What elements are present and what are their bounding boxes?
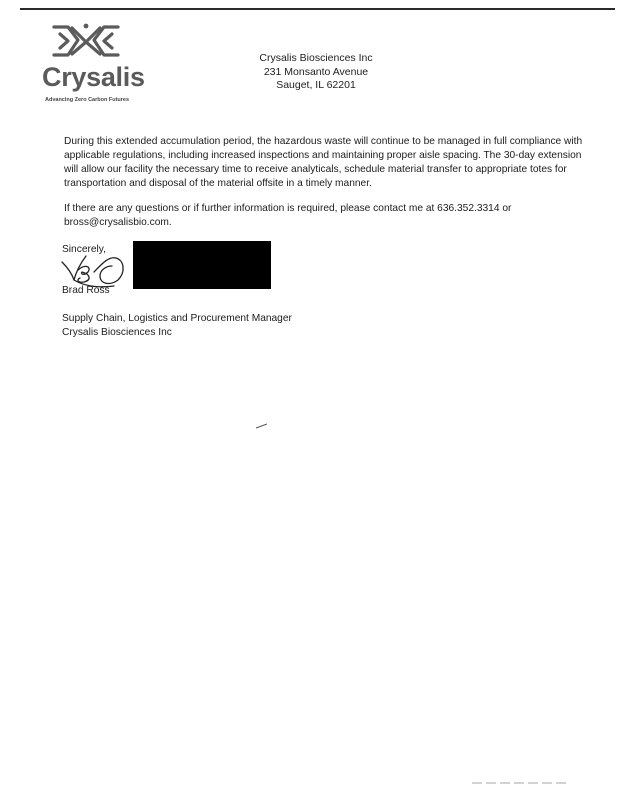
signer-title: Supply Chain, Logistics and Procurement Manager [62,313,292,324]
crysalis-logo-icon [50,22,122,62]
company-address [236,52,396,93]
body-paragraph-1: During this extended accumulation period, the hazardous waste will continue to be managed in full compliance with applicable regulations, including increased inspections and maintaining proper aisle spacing. The 30-day extension will allow our facility the necessary time to receive analyticals, schedule material transfer to appropriate totes for transportation and disposal of the material offsite in a timely manner. [64,136,583,189]
signer-title-block [62,312,292,340]
company-logo [36,22,145,108]
scan-artifact-bottom [470,780,580,786]
signer-name: Brad Ross [62,285,110,296]
logo-tagline: Advancing Zero Carbon Futures [45,97,130,103]
signer-organization: Crysalis Biosciences Inc [62,327,172,338]
logo-wordmark: Crysalis [42,62,145,92]
signoff: Sincerely, [62,244,106,255]
street-address: 231 Monsanto Avenue [263,65,369,78]
body-paragraph-2: If there are any questions or if further information is required, please contact me at 636.352.3314 or bross@crysalisbio.com. [64,203,512,228]
city-state-zip: Sauget, IL 62201 [276,79,356,91]
redaction-box [133,241,271,289]
company-name: Crysalis Biosciences Inc [259,52,373,64]
scan-artifact [255,422,269,430]
top-rule [20,8,615,10]
